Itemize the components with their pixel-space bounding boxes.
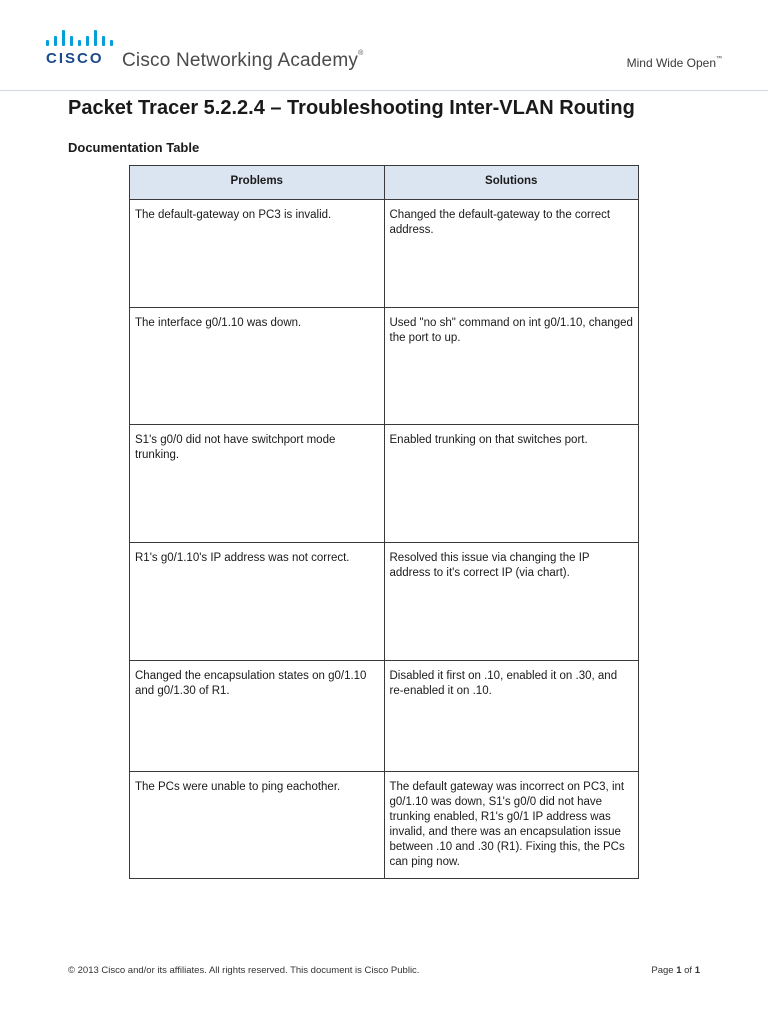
problem-cell: The PCs were unable to ping eachother. <box>130 772 385 879</box>
table-row <box>130 425 639 543</box>
solution-cell: Resolved this issue via changing the IP address to it's correct IP (via chart). <box>384 543 639 661</box>
problem-cell: The interface g0/1.10 was down. <box>130 308 385 425</box>
table-row <box>130 200 639 308</box>
column-header-problems: Problems <box>130 166 385 200</box>
cisco-wordmark: CISCO <box>46 50 104 67</box>
table-header-row <box>130 166 639 200</box>
table-row <box>130 772 639 879</box>
table-row <box>130 661 639 772</box>
column-header-solutions: Solutions <box>384 166 639 200</box>
section-title: Documentation Table <box>68 140 200 155</box>
table-row <box>130 543 639 661</box>
problem-cell: The default-gateway on PC3 is invalid. <box>130 200 385 308</box>
solution-cell: Changed the default-gateway to the correct address. <box>384 200 639 308</box>
document-title: Packet Tracer 5.2.2.4 – Troubleshooting Inter-VLAN Routing <box>68 97 635 119</box>
tagline: Mind Wide Open™ <box>626 56 722 70</box>
solution-cell: Enabled trunking on that switches port. <box>384 425 639 543</box>
cisco-logo <box>46 30 113 67</box>
documentation-table <box>129 165 639 879</box>
problem-cell: R1's g0/1.10's IP address was not correct. <box>130 543 385 661</box>
problem-cell: S1's g0/0 did not have switchport mode trunking. <box>130 425 385 543</box>
page-number: Page 1 of 1 <box>651 965 700 976</box>
academy-name: Cisco Networking Academy® <box>122 50 364 71</box>
solution-cell: Disabled it first on .10, enabled it on .30, and re-enabled it on .10. <box>384 661 639 772</box>
cisco-bridge-icon <box>46 30 113 46</box>
solution-cell: The default gateway was incorrect on PC3, int g0/1.10 was down, S1's g0/0 did not have trunking enabled, R1's g0/1 IP address was invalid, and there was an encapsulation issue between .10 and .30 (R1). Fixing this, the PCs can ping now. <box>384 772 639 879</box>
copyright-notice: © 2013 Cisco and/or its affiliates. All rights reserved. This document is Cisco Public. <box>68 965 420 976</box>
table-row <box>130 308 639 425</box>
solution-cell: Used "no sh" command on int g0/1.10, changed the port to up. <box>384 308 639 425</box>
page-header <box>0 0 768 91</box>
problem-cell: Changed the encapsulation states on g0/1.10 and g0/1.30 of R1. <box>130 661 385 772</box>
